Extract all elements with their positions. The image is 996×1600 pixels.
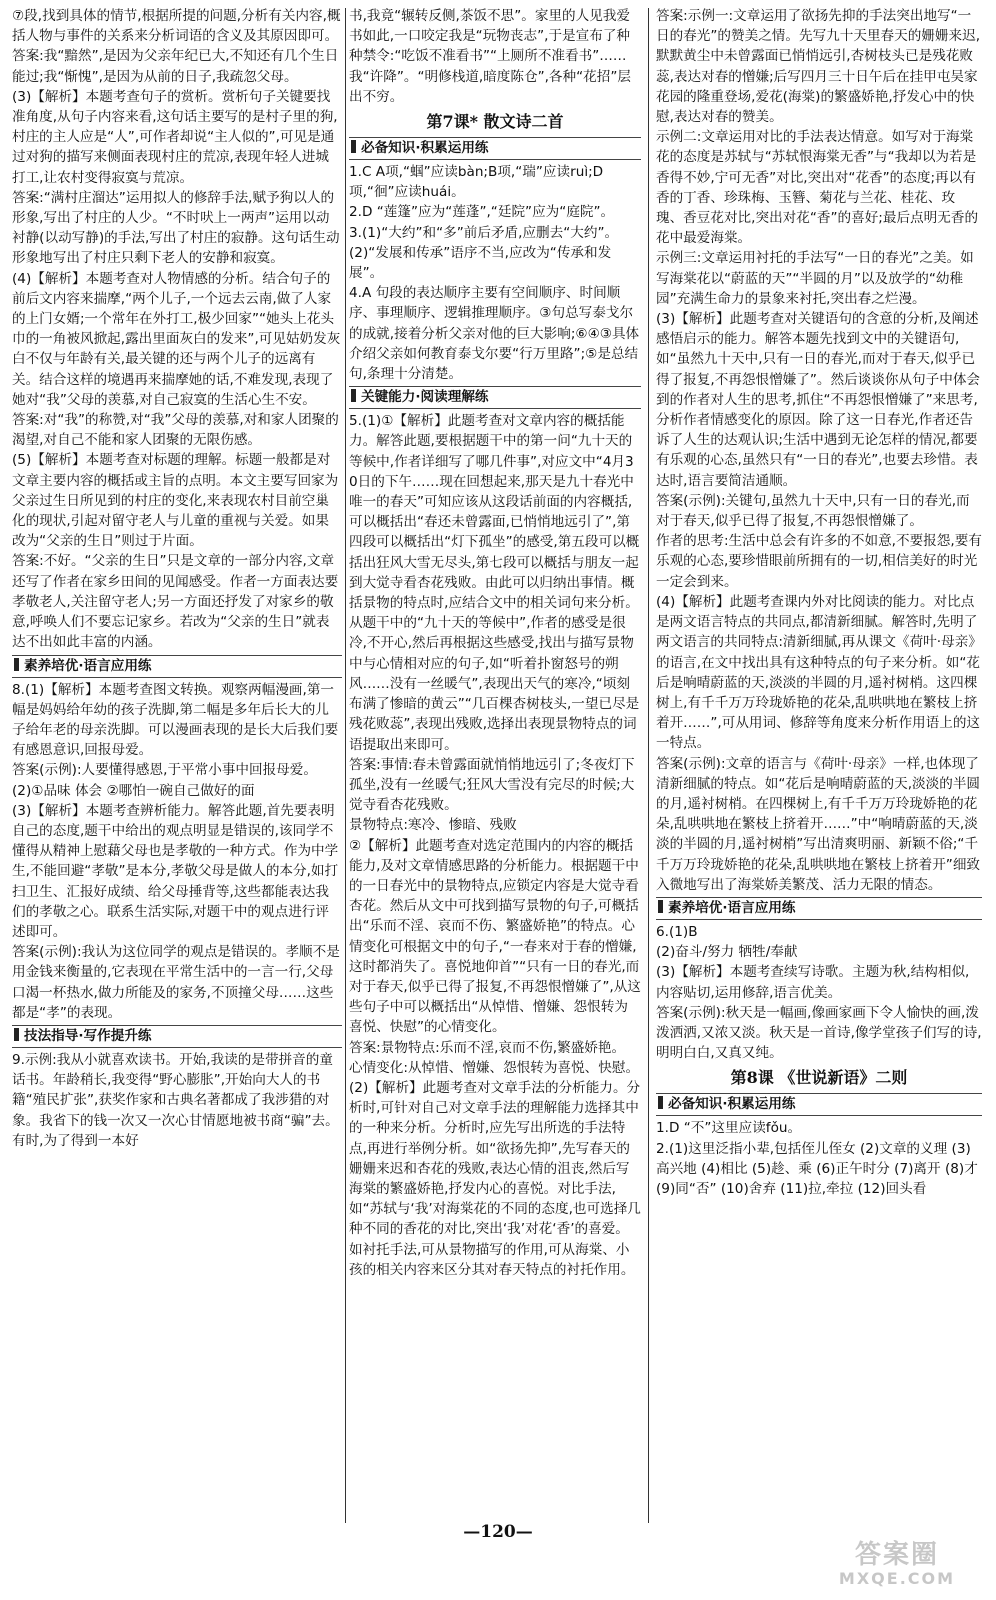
- answer-paragraph: 5.(1)①【解析】此题考查对文章内容的概括能力。解答此题,要根据题干中的第一问“九十天的等候中,作者详细写了哪几件事”,对应文中“4月30日的下午……现在回想起来,那天是九十春光中唯一的春天”可知应该从这段话前面的内容概括,可以概括出“春还未曾露面,已悄悄地远引了”,第四段可以概括出“灯下孤坐”的感受,第五段可以概括出狂风大雪无尽头,第七段可以概括与朋友一起到大觉寺看杏花残败。由此可以归纳出事情。概括景物的特点时,应结合文中的相关词句来分析。从题干中的“九十天的等候中”,作者的感受是很冷,不开心,然后再根据这些感受,找出与描写景物中与心情相对应的句子,如“听着扑窗怒号的朔风……没有一丝暖气”,表现出天气的寒冷,“顷刻布满了惨暗的黄云”“几百棵杏树枝头,一望已尽是残花败蕊”,表现出残败,选择出表现景物特点的词语提取出来即可。: [349, 413, 640, 753]
- answer-paragraph: 景物特点:寒冷、惨暗、残败: [349, 817, 517, 834]
- answer-paragraph: (2)“发展和传承”语序不当,应改为“传承和发展”。: [349, 244, 612, 282]
- answer-paragraph: 答案(示例):秋天是一幅画,像画家画下令人愉快的画,泼泼洒洒,又浓又淡。秋天是一首诗,像学堂孩子们写的诗,明明白白,又真又纯。: [656, 1004, 982, 1062]
- section-heading: [12, 1025, 342, 1048]
- answer-paragraph: 答案:不好。“父亲的生日”只是文章的一部分内容,文章还写了作者在家乡田间的见闻感受。作者一方面表达要孝敬老人,关注留守老人;另一方面还抒发了对家乡的敬意,呼唤人们不要忘记家乡。若改为“父亲的生日”就表达不出如此丰富的内涵。: [12, 553, 339, 651]
- answer-paragraph: 4.A 句段的表达顺序主要有空间顺序、时间顺序、事理顺序、逻辑推理顺序。③句总写泰戈尔的成就,接着分析父亲对他的巨大影响;⑥④③具体介绍父亲如何教育泰戈尔要“行万里路”;⑤是总结句,条理十分清楚。: [349, 285, 640, 383]
- section-bar-icon: [658, 1096, 663, 1109]
- answer-paragraph: 1.D “不”这里应读fǒu。: [656, 1120, 802, 1137]
- section-heading: [349, 137, 641, 160]
- answer-paragraph: 示例二:文章运用对比的手法表达情意。如写对于海棠花的态度是苏轼与“苏轼恨海棠无香”与“我却以为若是香得不妙,宁可无香”对比,突出对“花香”的态度;再以有香的丁香、珍珠梅、玉簪、菊花与兰花、桂花、玫瑰、香豆花对比,突出对花“香”的喜好;最后点明无香的花中最爱海棠。: [656, 129, 979, 247]
- answer-paragraph: 答案:示例一:文章运用了欲扬先抑的手法突出地写“一日的春光”的赞美之情。先写九十天里春天的姗姗来迟,默默黄尘中未曾露面已悄悄远引,杏树枝头已是残花败蕊,表达对春的憎嫌;后写四月三十日午后在挂甲屯吴家花园的隆重登场,爱花(海棠)的繁盛娇艳,抒发心中的快慰,表达对春的赞美。: [656, 8, 981, 126]
- answer-paragraph: 3.(1)“大约”和“多”前后矛盾,应删去“大约”。: [349, 224, 619, 241]
- answer-paragraph: 1.C A项,“蝈”应读bàn;B项,“瑞”应读ruì;D项,“徊”应读huái。: [349, 164, 604, 201]
- answer-paragraph: 2.(1)这里泛指小辈,包括侄儿侄女 (2)文章的义理 (3)高兴地 (4)相比 (5)趁、乘 (6)正午时分 (7)离开 (8)才 (9)同“否” (10)舍弃 (11)拉,牵拉 (12)回头看: [656, 1140, 978, 1197]
- column-middle: [349, 6, 641, 1280]
- watermark-logo: [822, 1540, 972, 1592]
- section-bar-icon: [14, 1028, 19, 1041]
- column-right: [656, 6, 982, 1199]
- answer-paragraph: 2.D “莲篷”应为“莲蓬”,“廷院”应为“庭院”。: [349, 204, 615, 221]
- watermark-line1: 答案圈: [854, 1540, 939, 1570]
- section-heading-text: 必备知识·积累运用练: [361, 140, 489, 157]
- column-left: [12, 6, 342, 1151]
- answer-paragraph: 答案(示例):我认为这位同学的观点是错误的。孝顺不是用金钱来衡量的,它表现在平常生活中的一言一行,父母口渴一杯热水,做力所能及的家务,不顶撞父母……这些都是“孝”的表现。: [12, 944, 340, 1021]
- answer-paragraph: (2)①品味 体会 ②哪怕一碗自己做好的面: [12, 782, 255, 799]
- answer-paragraph: 答案(示例):文章的语言与《荷叶·母亲》一样,也体现了清新细腻的特点。如“花后是响晴蔚蓝的天,淡淡的半圆的月,遥衬树梢。在四棵树上,有千千万万玲珑娇艳的花朵,乱哄哄地在繁枝上挤着开……”中“响晴蔚蓝的天,淡淡的半圆的月,遥衬树梢”写出清爽明丽、新颖不俗;“千千万万玲珑娇艳的花朵,乱哄哄地在繁枝上挤着开”细致入微地写出了海棠娇美繁茂、活力无限的情态。: [656, 755, 981, 893]
- answer-paragraph: (3)【解析】此题考查对关键语句的含意的分析,及阐述感悟启示的能力。解答本题先找到文中的关键语句,如“虽然九十天中,只有一日的春光,而对于春天,似乎已得了报复,不再怨恨憎嫌了”。然后谈谈你从句子中体会到的作者对人生的思考,抓住“不再怨恨憎嫌了”来思考,分析作者情感变化的原因。除了这一日春光,作者还告诉了人生的达观认识;生活中遇到无论怎样的情况,都要有乐观的心态,虽然只有“一日的春光”,也要去珍惜。表达时,语言要简洁通顺。: [656, 311, 981, 489]
- answer-paragraph: 答案:对“我”的称赞,对“我”父母的羡慕,对和家人团聚的渴望,对自己不能和家人团聚的无限伤感。: [12, 412, 339, 449]
- answer-paragraph: (5)【解析】本题考查对标题的理解。标题一般都是对文章主要内容的概括或主旨的点明。本文主要写回家为父亲过生日所见到的村庄的变化,来表现农村目前空巢化的现状,引起对留守老人与儿童的重视与关爱。如果改为“父亲的生日”则过于片面。: [12, 452, 339, 550]
- answer-paragraph: 答案:景物特点:乐而不淫,哀而不伤,繁盛娇艳。: [349, 1039, 626, 1056]
- answer-paragraph: ②【解析】此题考查对选定范围内的内容的概括能力,及对文章情感思路的分析能力。根据题干中的一日春光中的景物特点,应锁定内容是大觉寺看杏花。然后从文中可找到描写景物的句子,可概括出“乐而不淫、哀而不伤、繁盛娇艳”的特点。心情变化可根据文中的句子,“一春来对于春的憎嫌,这时都消失了。喜悦地仰首”“只有一日的春光,而对于春天,似乎已得了报复,不再怨恨憎嫌了”,从这些句子中可以概括出“从悼惜、憎嫌、怨恨转为喜悦、快慰”的心情变化。: [349, 837, 641, 1036]
- lesson-title: 第8课 《世说新语》二则: [730, 1068, 908, 1088]
- answer-paragraph: 8.(1)【解析】本题考查图文转换。观察两幅漫画,第一幅是妈妈给年幼的孩子洗脚,第二幅是多年后长大的儿子给年老的母亲洗脚。可以漫画表现的是长大后我们要有感恩意识,回报母爱。: [12, 681, 339, 759]
- section-bar-icon: [351, 389, 356, 402]
- answer-paragraph: 书,我竟“辗转反侧,茶饭不思”。家里的人见我爱书如此,一口咬定我是“玩物丧志”,于是宣布了种种禁令:“吃饭不准看书”“上厕所不准看书”……我“许降”。“明修栈道,暗度陈仓”,各种“花招”层出不穷。: [349, 8, 631, 105]
- answer-paragraph: 9.示例:我从小就喜欢读书。开始,我读的是带拼音的童话书。年龄稍长,我变得“野心膨胀”,开始向大人的书籍“殖民扩张”,获奖作家和古典名著都成了我涉猎的对象。我省下的钱一次又一次心甘情愿地被书商“骗”去。有时,为了得到一本好: [12, 1051, 339, 1149]
- answer-paragraph: 作者的思考:生活中总会有许多的不如意,不要报怨,要有乐观的心态,要珍惜眼前所拥有的一切,相信美好的时光一定会到来。: [656, 533, 982, 590]
- answer-paragraph: (3)【解析】本题考查辨析能力。解答此题,首先要表明自己的态度,题干中给出的观点明显是错误的,该同学不懂得从精神上慰藉父母也是孝敬的一种方式。作为中学生,不能回避“孝敬”是本分,孝敬父母是做人的本分,如打扫卫生、汇报好成绩、给父母捶背等,这些都能表达我们的孝敬之心。联系生活实际,对题干中的观点进行评述即可。: [12, 802, 339, 940]
- answer-paragraph: (3)【解析】本题考查续写诗歌。主题为秋,结构相似,内容贴切,运用修辞,语言优美。: [656, 964, 970, 1001]
- answer-paragraph: 答案(示例):人要懂得感恩,于平常小事中回报母爱。: [12, 762, 317, 779]
- answer-paragraph: 答案(示例):关键句,虽然九十天中,只有一日的春光,而对于春天,似乎已得了报复,不再怨恨憎嫌了。: [656, 492, 970, 530]
- page-number: —120—: [463, 1522, 533, 1542]
- answer-paragraph: (2)【解析】此题考查对文章手法的分析能力。分析时,可针对自己对文章手法的理解能力选择其中的一种来分析。分析时,应先写出所选的手法特点,再进行举例分析。如“欲扬先抑”,先写春天的姗姗来迟和杏花的残败,表达心情的沮丧,然后写海棠的繁盛娇艳,抒发内心的喜悦。对比手法,如“苏轼与‘我’对海棠花的不同的态度,也可选择几种不同的香花的对比,突出‘我’对花‘香’的喜爱。如衬托手法,可从景物描写的作用,可从海棠、小孩的相关内容来区分其对春天特点的衬托作用。: [349, 1079, 641, 1278]
- section-heading: [12, 655, 342, 678]
- section-heading: [656, 1093, 982, 1116]
- section-heading-text: 关键能力·阅读理解练: [361, 389, 489, 406]
- column-divider: [648, 8, 649, 1523]
- answer-paragraph: (4)【解析】本题考查对人物情感的分析。结合句子的前后文内容来揣摩,“两个儿子,一个远去云南,做了人家的上门女婿;一个常年在外打工,极少回家”“她头上花头巾的一角被风掀起,露出里面灰白的发来”,可见姑奶发灰白不仅与年龄有关,最关键的还与两个儿子的远离有关。结合这样的境遇再来揣摩她的话,不难发现,表现了她对“我”父母的羡慕,对自己寂寞的生活心生不安。: [12, 270, 341, 408]
- section-heading-text: 技法指导·写作提升练: [24, 1027, 152, 1044]
- answer-paragraph: 示例三:文章运用衬托的手法写“一日的春光”之美。如写海棠花以“蔚蓝的天”“半圆的月”以及放学的“幼稚园”充满生命力的景象来衬托,突出春之烂漫。: [656, 250, 974, 307]
- lesson-title: 第7课* 散文诗二首: [426, 112, 564, 132]
- answer-paragraph: (2)奋斗/努力 牺牲/奉献: [656, 944, 798, 961]
- answer-paragraph: (4)【解析】此题考查课内外对比阅读的能力。对比点是两文语言特点的共同点,都清新细腻。解答时,先明了两文语言的共同特点:清新细腻,再从课文《荷叶·母亲》的语言,在文中找出具有这种特点的句子来分析。如“花后是响晴蔚蓝的天,淡淡的半圆的月,遥衬树梢。这四棵树上,有千千万万玲珑娇艳的花朵,乱哄哄地在繁枝上挤着开……”,可从用词、修辞等角度来分析作用语上的这一特点。: [656, 593, 982, 752]
- section-bar-icon: [658, 900, 663, 913]
- watermark-line2: MXQE.COM: [838, 1569, 956, 1588]
- section-bar-icon: [14, 658, 19, 671]
- answer-paragraph: 答案:“满村庄溜达”运用拟人的修辞手法,赋予狗以人的形象,写出了村庄的人少。“不时吠上一两声”运用以动衬静(以动写静)的手法,写出了村庄的寂静。这句话生动形象地写出了村庄只剩下老人的安静和寂寞。: [12, 189, 340, 267]
- column-divider: [345, 8, 346, 1523]
- answer-paragraph: 心情变化:从悼惜、憎嫌、怨恨转为喜悦、快慰。: [349, 1059, 640, 1076]
- section-bar-icon: [351, 140, 356, 153]
- answer-paragraph: 答案:事情:春未曾露面就悄悄地远引了;冬夜灯下孤坐,没有一丝暖气;狂风大雪没有完尽的时候;大觉寺看杏花残败。: [349, 756, 635, 814]
- answer-paragraph: 6.(1)B: [656, 923, 698, 940]
- section-heading-text: 素养培优·语言应用练: [668, 899, 796, 916]
- answer-paragraph: 答案:我“黯然”,是因为父亲年纪已大,不知还有几个生日能过;我“惭愧”,是因为从前的日子,我疏忽父母。: [12, 48, 339, 85]
- section-heading: [656, 897, 982, 920]
- section-heading: [349, 386, 641, 409]
- section-heading-text: 必备知识·积累运用练: [668, 1096, 796, 1113]
- answer-paragraph: (3)【解析】本题考查句子的赏析。赏析句子关键要找准角度,从句子内容来看,这句话主要写的是村子里的狗,村庄的主人应是“人”,可作者却说“主人似的”,可见是通过对狗的描写来侧面表现村庄的荒凉,表现年轻人进城打工,让农村变得寂寞与荒凉。: [12, 88, 338, 186]
- answer-paragraph: ⑦段,找到具体的情节,根据所提的问题,分析有关内容,概括人物与事件的关系来分析词语的含义及其原因即可。: [12, 8, 341, 45]
- section-heading-text: 素养培优·语言应用练: [24, 657, 152, 674]
